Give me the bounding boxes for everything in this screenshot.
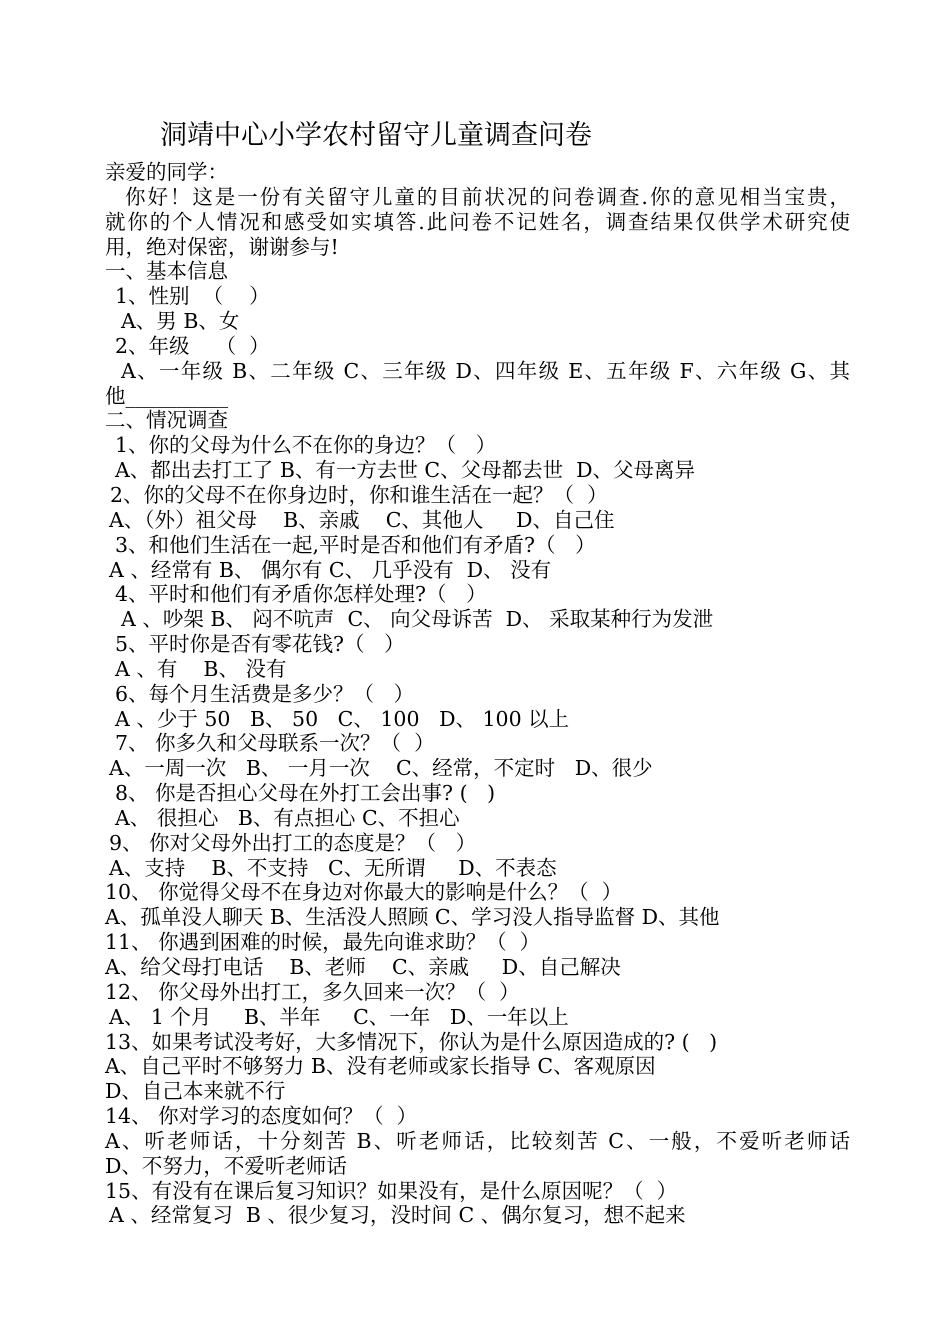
text-line: 15、有没有在课后复习知识？如果没有，是什么原因呢？（ ） xyxy=(105,1178,678,1203)
text-line: 3、和他们生活在一起,平时是否和他们有矛盾?（ ） xyxy=(115,532,596,557)
text-line: 5、平时你是否有零花钱?（ ） xyxy=(115,632,405,657)
text-line: A、男 B、女 xyxy=(121,309,240,334)
text-line: 10、 你觉得父母不在身边对你最大的影响是什么？（ ） xyxy=(105,880,623,905)
text-line: D、不努力，不爱听老师话 xyxy=(105,1153,347,1178)
text-line: 4、平时和他们有矛盾你怎样处理?（ ） xyxy=(115,582,487,607)
text-line: 1、你的父母为什么不在你的身边？（ ） xyxy=(115,433,497,458)
text-line: A、都出去打工了 B、有一方去世 C、父母都去世 D、父母离异 xyxy=(115,458,696,483)
text-line: A 、吵架 B、 闷不吭声 C、 向父母诉苦 D、 采取某种行为发泄 xyxy=(121,607,714,632)
text-line: 二、情况调查 xyxy=(105,408,228,433)
text-line: A 、经常有 B、 偶尔有 C、 几乎没有 D、 没有 xyxy=(109,557,552,582)
text-line: A、听老师话，十分刻苦 B、听老师话，比较刻苦 C、一般，不爱听老师话 xyxy=(105,1128,850,1153)
text-line: A、给父母打电话 B、老师 C、亲戚 D、自己解决 xyxy=(105,955,621,979)
text-line: A 、经常复习 B 、很少复习，没时间 C 、偶尔复习，想不起来 xyxy=(109,1203,686,1228)
text-line: 13、如果考试没考好，大多情况下，你认为是什么原因造成的? ( ) xyxy=(105,1029,718,1054)
text-line: A、一周一次 B、 一月一次 C、经常，不定时 D、很少 xyxy=(109,756,653,781)
text-line: A 、少于 50 B、 50 C、 100 D、 100 以上 xyxy=(115,706,570,731)
text-line: 亲爱的同学： xyxy=(105,160,228,184)
text-line: 2、年级 （ ） xyxy=(115,333,270,358)
text-line: 1、性别 （ ） xyxy=(115,284,270,309)
text-line: A、 很担心 B、有点担心 C、不担心 xyxy=(115,805,460,830)
text-line: A、一年级 B、二年级 C、三年级 D、四年级 E、五年级 F、六年级 G、其 xyxy=(121,358,850,383)
text-line: 你好！这是一份有关留守儿童的目前状况的问卷调查.你的意见相当宝贵， xyxy=(125,184,850,209)
text-line: 用，绝对保密，谢谢参与! xyxy=(105,234,339,259)
text-line: A、 1 个月 B、半年 C、一年 D、一年以上 xyxy=(109,1004,569,1029)
text-line: 9、 你对父母外出打工的态度是？（ ） xyxy=(109,830,477,855)
page-title: 洞靖中心小学农村留守儿童调查问卷 xyxy=(160,120,592,151)
text-line: 8、 你是否担心父母在外打工会出事? ( ) xyxy=(115,781,496,806)
text-line: 他__________ xyxy=(105,383,228,408)
questionnaire-body xyxy=(105,160,850,1228)
text-line: A、自己平时不够努力 B、没有老师或家长指导 C、客观原因 xyxy=(105,1054,656,1079)
text-line: 11、 你遇到困难的时候，最先向谁求助？（ ） xyxy=(105,930,541,955)
text-line: 12、 你父母外出打工，多久回来一次？（ ） xyxy=(105,979,520,1004)
text-line: D、自己本来就不行 xyxy=(105,1079,286,1104)
text-line: A、孤单没人聊天 B、生活没人照顾 C、学习没人指导监督 D、其他 xyxy=(105,905,720,930)
text-line: 一、基本信息 xyxy=(105,259,228,284)
text-line: A、（外）祖父母 B、亲戚 C、其他人 D、自己住 xyxy=(109,507,615,532)
text-line: 就你的个人情况和感受如实填答.此问卷不记姓名，调查结果仅供学术研究使 xyxy=(105,209,850,234)
text-line: 2、你的父母不在你身边时，你和谁生活在一起？（ ） xyxy=(110,482,608,507)
text-line: 14、 你对学习的态度如何？（ ） xyxy=(105,1104,418,1129)
text-line: 7、 你多久和父母联系一次？（ ） xyxy=(115,731,435,756)
text-line: 6、每个月生活费是多少？（ ） xyxy=(115,681,415,706)
text-line: A 、有 B、 没有 xyxy=(115,656,287,681)
text-line: A、支持 B、不支持 C、无所谓 D、不表态 xyxy=(109,855,557,880)
